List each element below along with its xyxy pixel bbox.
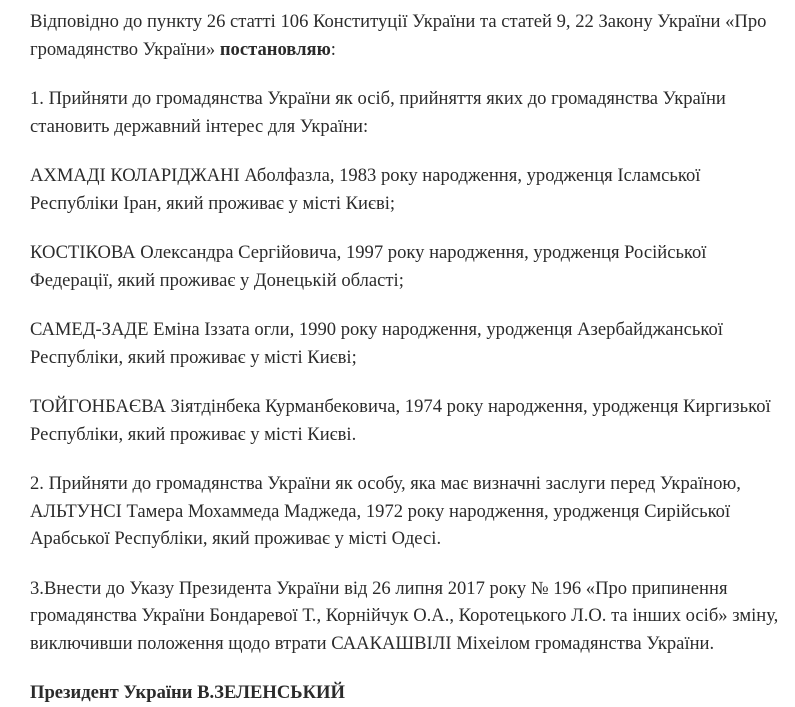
item-2-paragraph: 2. Прийняти до громадянства України як особу, яка має визначні заслуги перед Україною, АЛЬТУНСІ Тамера Мохаммеда Маджеда, 1972 року народження, уродженця Сирійської Арабської Республіки, який проживає у місті Одесі.: [30, 473, 741, 549]
person-paragraph: АХМАДІ КОЛАРІДЖАНІ Аболфазла, 1983 року народження, уродженця Ісламської Республіки Іран, який проживає у місті Києві;: [30, 165, 701, 214]
person-paragraph: КОСТІКОВА Олександра Сергійовича, 1997 року народження, уродженця Російської Федерації, який проживає у Донецькій області;: [30, 242, 707, 291]
person-paragraph: САМЕД-ЗАДЕ Еміна Іззата огли, 1990 року народження, уродженця Азербайджанської Республіки, який проживає у місті Києві;: [30, 319, 723, 368]
preamble-paragraph: [30, 8, 783, 63]
item-3-paragraph: 3.Внести до Указу Президента України від 26 липня 2017 року № 196 «Про припинення громадянства України Бондаревої Т., Корнійчук О.А., Коротецького Л.О. та інших осіб» зміну, виключивши положення щодо втрати СААКАШВІЛІ Міхеілом громадянства України.: [30, 577, 779, 654]
preamble-tail: :: [330, 38, 336, 60]
person-paragraph: ТОЙГОНБАЄВА Зіятдінбека Курманбековича, 1974 року народження, уродженця Киргизької Республіки, який проживає у місті Києві.: [30, 396, 771, 445]
item-1-paragraph: 1. Прийняти до громадянства України як осіб, прийняття яких до громадянства України становить державний інтерес для України:: [30, 88, 726, 137]
resolve-word: постановляю: [219, 38, 331, 60]
signature: Президент України В.ЗЕЛЕНСЬКИЙ: [30, 682, 345, 703]
preamble-text: Відповідно до пункту 26 статті 106 Конституції України та статей 9, 22 Закону України «Про громадянство України»: [30, 11, 767, 60]
